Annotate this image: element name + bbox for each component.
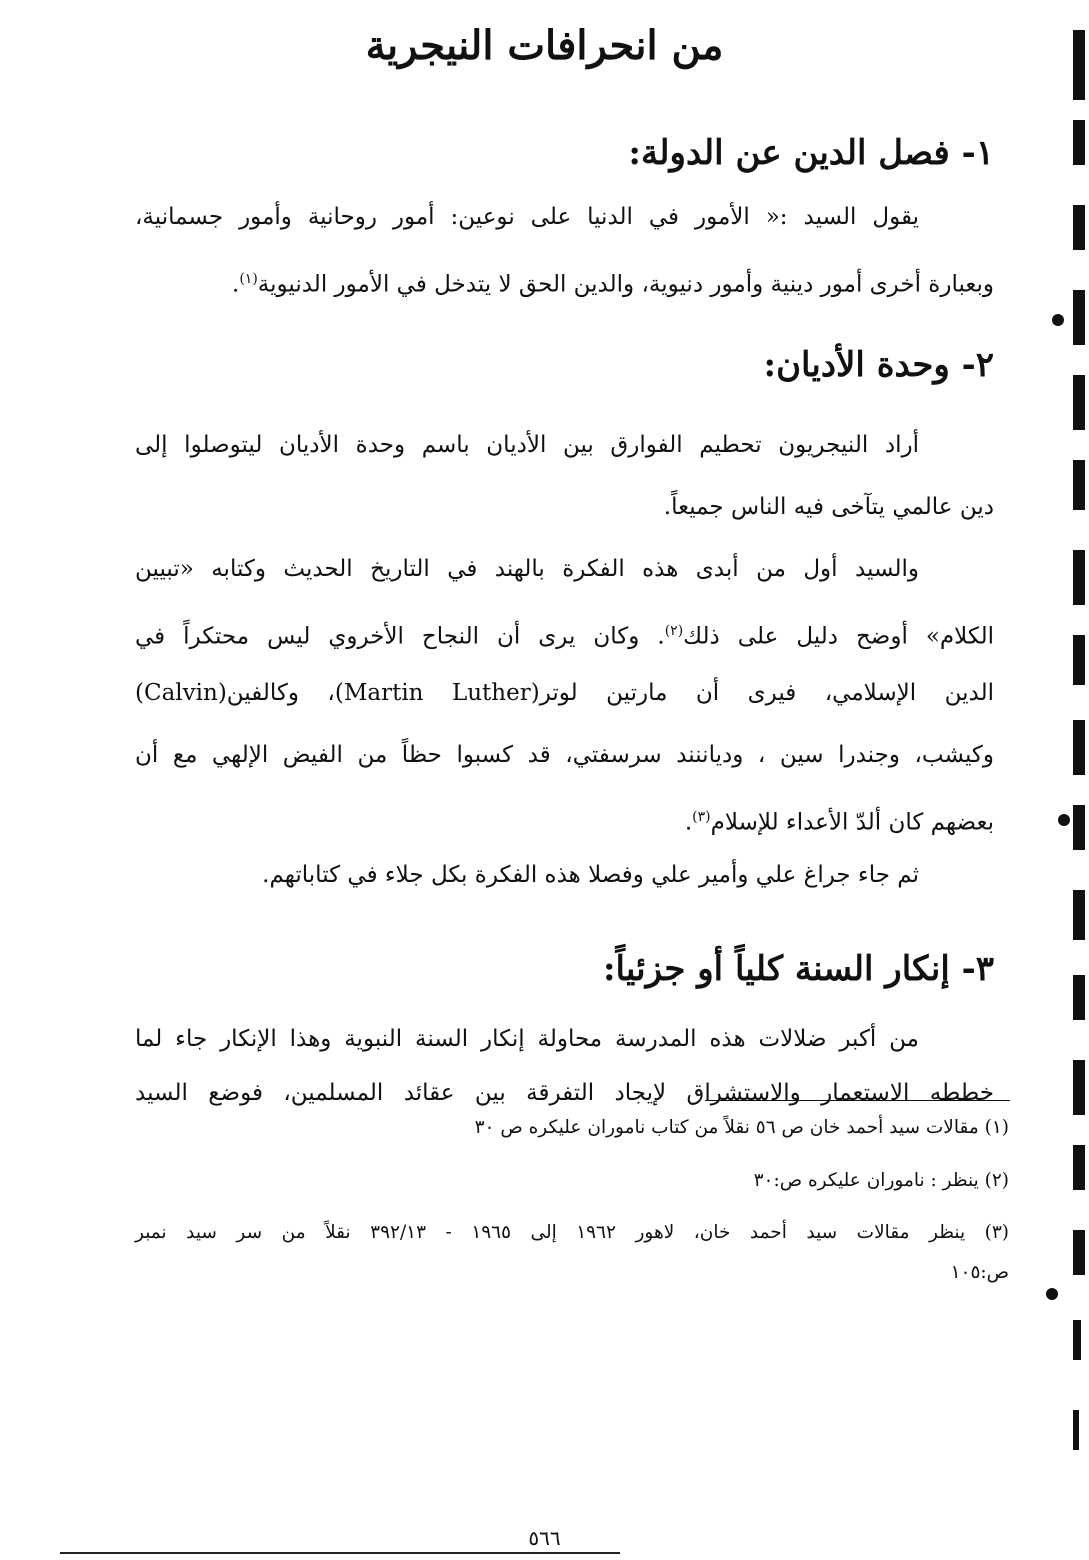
footnote-3: (٣) ينظر مقالات سيد أحمد خان، لاهور ١٩٦٢ إلى ١٩٦٥ - ٣٩٢/١٣ نقلاً من سر سيد نمبر bbox=[135, 1222, 1010, 1243]
s2-p2-line-5-end: . bbox=[684, 809, 693, 836]
s2-p2-line-2 bbox=[135, 614, 994, 654]
footnote-ref-2: (٢) bbox=[664, 623, 684, 639]
binding-mark bbox=[1073, 205, 1085, 250]
binding-mark bbox=[1073, 460, 1085, 510]
binding-mark bbox=[1073, 975, 1085, 1020]
binding-mark bbox=[1073, 1230, 1085, 1275]
binding-dot bbox=[1046, 1288, 1058, 1300]
s2-p3-line-1: ثم جاء جراغ علي وأمير علي وفصلا هذه الفكرة بكل جلاء في كتاباتهم. bbox=[262, 862, 919, 888]
binding-mark bbox=[1073, 550, 1085, 605]
binding-dot bbox=[1058, 814, 1070, 826]
footnote-1: (١) مقالات سيد أحمد خان ص ٥٦ نقلاً من كتاب ناموران عليكره ص ٣٠ bbox=[474, 1117, 1009, 1138]
scan-bottom-edge bbox=[60, 1552, 620, 1554]
s2-p2-line-2a: الكلام» أوضح دليل على ذلك bbox=[683, 623, 994, 650]
s2-p2-line-1: والسيد أول من أبدى هذه الفكرة بالهند في التاريخ الحديث وكتابه «تبيين bbox=[135, 556, 919, 582]
s3-p1-line-2: خططه الاستعمار والاستشراق لإيجاد التفرقة بين عقائد المسلمين، فوضع السيد bbox=[135, 1080, 994, 1106]
binding-mark bbox=[1073, 890, 1085, 940]
binding-mark bbox=[1073, 805, 1085, 850]
s2-p2-line-3: الدين الإسلامي، فيرى أن مارتين لوتر(Martin Luther)، وكالفين(Calvin) bbox=[135, 680, 994, 706]
s2-p2-line-5 bbox=[135, 800, 994, 840]
s2-p2-line-5-text: بعضهم كان ألدّ الأعداء للإسلام bbox=[710, 809, 994, 836]
page-title: من انحرافات النيجرية bbox=[365, 22, 724, 69]
footnote-ref-3: (٣) bbox=[692, 809, 711, 825]
s1-p1-line-1: يقول السيد :« الأمور في الدنيا على نوعين: أمور روحانية وأمور جسمانية، bbox=[135, 204, 919, 230]
binding-mark bbox=[1073, 290, 1085, 345]
binding-mark bbox=[1073, 1060, 1085, 1115]
section-heading-1: ١- فصل الدين عن الدولة: bbox=[628, 133, 994, 173]
s2-p1-line-1: أراد النيجريون تحطيم الفوارق بين الأديان باسم وحدة الأديان ليتوصلوا إلى bbox=[135, 432, 919, 458]
binding-mark bbox=[1073, 30, 1085, 100]
binding-mark bbox=[1073, 375, 1085, 430]
binding-mark bbox=[1073, 120, 1085, 165]
s3-p1-line-1: من أكبر ضلالات هذه المدرسة محاولة إنكار السنة النبوية وهذا الإنكار جاء لما bbox=[135, 1026, 919, 1052]
binding-mark bbox=[1073, 635, 1085, 685]
section-heading-3: ٣- إنكار السنة كلياً أو جزئياً: bbox=[603, 949, 994, 989]
page-number: ٥٦٦ bbox=[528, 1526, 561, 1550]
s1-p1-line-2-end: . bbox=[232, 271, 240, 298]
section-heading-2: ٢- وحدة الأديان: bbox=[763, 345, 994, 385]
footnote-3-continued: ص:١٠٥ bbox=[950, 1262, 1009, 1283]
s2-p2-line-4: وكيشب، وجندرا سين ، ودياننند سرسفتي، قد كسبوا حظاً من الفيض الإلهي مع أن bbox=[135, 742, 994, 768]
footnote-2: (٢) ينظر : ناموران عليكره ص:٣٠ bbox=[753, 1170, 1009, 1191]
footnote-ref-1: (١) bbox=[239, 271, 258, 287]
binding-mark bbox=[1073, 1145, 1085, 1190]
s2-p1-line-2: دين عالمي يتآخى فيه الناس جميعاً. bbox=[663, 494, 994, 520]
s2-p2-line-2b: . وكان يرى أن النجاح الأخروي ليس محتكراً في bbox=[135, 623, 665, 650]
s1-p1-line-2-text: وبعبارة أخرى أمور دينية وأمور دنيوية، والدين الحق لا يتدخل في الأمور الدنيوية bbox=[257, 271, 994, 298]
binding-mark bbox=[1073, 1410, 1079, 1450]
binding-mark bbox=[1073, 720, 1085, 775]
footnote-separator bbox=[705, 1100, 1010, 1101]
binding-mark bbox=[1073, 1320, 1081, 1360]
s1-p1-line-2 bbox=[135, 262, 994, 302]
binding-dot bbox=[1052, 314, 1064, 326]
